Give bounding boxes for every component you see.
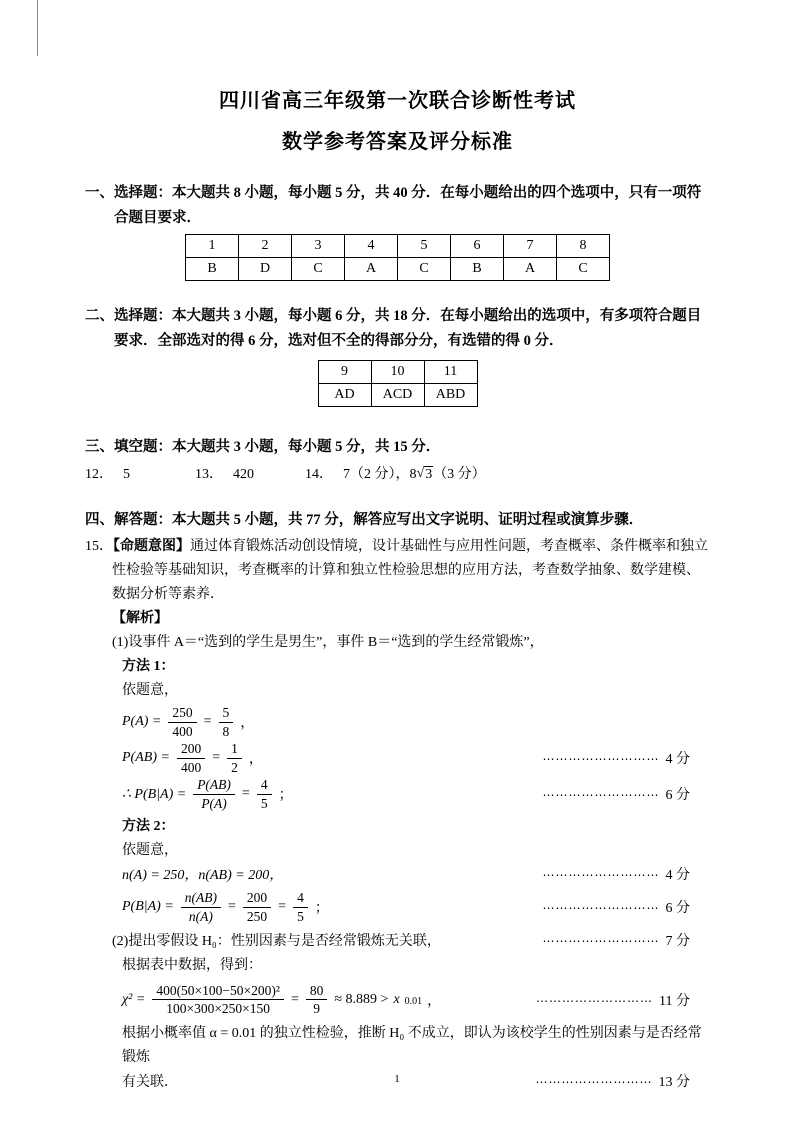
punctuation: ； [314,901,329,917]
score-value: 4 分 [665,868,690,884]
table-row-question-numbers [186,235,610,258]
fraction-denominator: 100×300×250×150 [166,1001,271,1017]
answer-cell: C [292,258,345,281]
dotted-leader: ⋯⋯⋯⋯⋯⋯⋯⋯⋯ [535,1075,653,1090]
punctuation: ， [427,993,442,1009]
fill-in-answers [85,462,710,487]
premise-text: 依题意， [122,843,178,859]
score-value: 6 分 [665,788,690,804]
scan-artifact-line [37,0,38,56]
q15-intent-tag: 【命题意图】 [113,539,190,554]
fraction-numerator: 4 [257,777,272,795]
premise-text: 依题意， [122,683,178,698]
answer-cell: D [239,258,292,281]
answer-14-label: 14． [305,467,333,482]
fraction-numerator: 250 [168,705,196,723]
formula-p-a [122,705,710,739]
fraction-numerator: n(AB) [181,890,221,908]
formula-lhs: χ² = [122,991,146,1007]
fraction [257,777,272,811]
answer-13-label: 13． [195,467,223,482]
equals-sign: = [290,991,299,1007]
dotted-leader: ⋯⋯⋯⋯⋯⋯⋯⋯⋯ [542,901,660,916]
answer-cell: ACD [371,384,424,407]
chi-square-formula [122,980,710,1019]
fraction-numerator: 200 [243,890,271,908]
answer-13 [195,462,305,487]
fraction-denominator: 400 [180,759,202,775]
answer-14-value-part1: 7（2 分），8 [343,467,417,482]
question-number-cell: 10 [371,361,424,384]
formula-counts [122,863,710,888]
critical-value-variable: x [393,991,400,1007]
answer-cell: C [557,258,610,281]
fraction [177,741,205,775]
critical-value-subscript: 0.01 [404,996,423,1008]
question-number-cell: 4 [345,235,398,258]
question-number-cell: 3 [292,235,345,258]
question-number-cell: 7 [504,235,557,258]
score-mark [543,897,691,917]
fraction-numerator: 200 [177,741,205,759]
formula-lhs: P(AB) = [122,750,170,766]
q15-part1-setup: (1)设事件 A＝“选到的学生是男生”，事件 B＝“选到的学生经常锻炼”， [112,635,544,650]
answer-cell: AD [318,384,371,407]
equals-sign: = [278,899,287,915]
fraction [293,890,308,924]
data-reference-line: 根据表中数据，得到： [122,958,262,974]
fraction-numerator: 1 [227,741,242,759]
equals-sign: = [241,786,250,802]
score-value: 7 分 [665,934,690,950]
conclusion-text: 有关联． [122,1075,178,1091]
fraction [168,705,196,739]
fraction [306,983,328,1017]
punctuation: ， [248,752,263,768]
answer-13-value: 420 [233,467,254,482]
fraction-denominator: n(A) [188,908,213,924]
answer-cell: C [398,258,451,281]
q15-analysis-tag: 【解析】 [112,611,168,626]
section1-heading: 一、选择题：本大题共 8 小题，每小题 5 分，共 40 分．在每小题给出的四个选项中，只有一项符合题目要求． [85,185,702,226]
dotted-leader: ⋯⋯⋯⋯⋯⋯⋯⋯⋯ [542,752,660,767]
dotted-leader: ⋯⋯⋯⋯⋯⋯⋯⋯⋯ [542,868,660,883]
answer-12-value: 5 [123,467,130,482]
question-number-cell: 9 [318,361,371,384]
dotted-leader: ⋯⋯⋯⋯⋯⋯⋯⋯⋯ [536,993,654,1008]
fraction-numerator: 80 [306,983,328,1001]
page-number: 1 [394,1073,400,1085]
score-mark [536,990,690,1010]
fraction-numerator: 400(50×100−50×200)² [152,983,284,1001]
method-1-label: 方法 1： [122,659,175,674]
fraction-denominator: P(A) [201,795,227,811]
formula-lhs: P(B|A) = [122,899,174,915]
method-2-label: 方法 2： [122,819,175,835]
question-number-cell: 8 [557,235,610,258]
null-hypothesis-line [112,929,710,954]
answer-cell: A [345,258,398,281]
fraction-denominator: 5 [260,795,268,811]
fraction [219,705,234,739]
question-15-solution [85,535,710,1095]
section2-answer-table [318,360,478,407]
fraction [181,890,221,924]
dotted-leader: ⋯⋯⋯⋯⋯⋯⋯⋯⋯ [542,934,660,949]
null-hypothesis-text: (2)提出零假设 H₀：性别因素与是否经常锻炼无关联， [112,934,441,950]
sqrt-icon: √ [416,466,425,481]
section4-heading: 四、解答题：本大题共 5 小题，共 77 分，解答应写出文字说明、证明过程或演算步骤． [85,512,644,528]
punctuation: ， [240,716,255,732]
fraction-denominator: 2 [231,759,238,775]
question-number-cell: 11 [424,361,477,384]
fraction [193,777,235,811]
fraction-denominator: 9 [313,1001,320,1017]
answer-14-value-part2: （3 分） [433,467,486,482]
fraction [152,983,284,1017]
punctuation: ； [278,788,293,804]
equals-sign: = [203,714,212,730]
score-value: 11 分 [659,993,690,1009]
section2-heading: 二、选择题：本大题共 3 小题，每小题 6 分，共 18 分．在每小题给出的选项中，有多项符合题目要求．全部选对的得 6 分，选对但不全的得部分分，有选错的得 0 分． [85,308,702,349]
question-number-cell: 6 [451,235,504,258]
sqrt-radicand: 3 [425,467,433,482]
answer-cell: B [186,258,239,281]
table-row-answers [186,258,610,281]
score-value: 6 分 [665,901,690,917]
page-title: 四川省高三年级第一次联合诊断性考试 [219,90,576,112]
answer-14 [305,462,486,487]
formula-lhs: P(A) = [122,714,162,730]
answer-12-label: 12． [85,467,113,482]
table-row-question-numbers [318,361,477,384]
table-row-answers [318,384,477,407]
equals-sign: = [228,899,236,915]
page-subtitle: 数学参考答案及评分标准 [282,131,513,153]
fraction-denominator: 400 [172,723,193,739]
fraction [227,741,242,775]
score-mark [543,784,691,804]
fraction-denominator: 250 [246,908,268,924]
question-number-cell: 5 [398,235,451,258]
formula-p-ab [122,741,710,775]
q15-intent-paragraph [85,535,710,607]
question-number-cell: 2 [239,235,292,258]
fraction [243,890,271,924]
score-mark [543,929,691,954]
answer-12 [85,462,195,487]
comparison-text: ≈ 8.889 > [334,991,389,1007]
answer-cell: ABD [424,384,477,407]
dotted-leader: ⋯⋯⋯⋯⋯⋯⋯⋯⋯ [542,788,660,803]
q15-intent-text: 通过体育锻炼活动创设情境，设计基础性与应用性问题，考查概率、条件概率和独立性检验等基础知识，考查概率的计算和独立性检验思想的应用方法，考查数学抽象、数学建模、数据分析等素养． [112,539,708,602]
formula-conditional-probability [122,777,710,811]
fraction-numerator: 4 [293,890,308,908]
section1-answer-table [185,234,610,281]
formula-conditional-probability-2 [122,890,710,924]
fraction-denominator: 8 [222,723,230,739]
equals-sign: = [212,750,221,766]
score-value: 4 分 [665,752,690,768]
question-number-cell: 1 [186,235,239,258]
fraction-numerator: 5 [219,705,234,723]
answer-cell: B [451,258,504,281]
formula-lhs: ∴ P(B|A) = [122,786,187,802]
answer-cell: A [504,258,557,281]
fraction-denominator: 5 [297,908,304,924]
fraction-numerator: P(AB) [193,777,235,795]
conclusion-line-1: 根据小概率值 α = 0.01 的独立性检验，推断 H₀ 不成立，即认为该校学生的性别因素与是否经常锻炼 [122,1026,702,1066]
score-mark [543,863,691,888]
q15-number: 15． [85,539,113,554]
counts-expression: n(A) = 250，n(AB) = 200， [122,868,284,884]
score-value: 13 分 [658,1075,690,1091]
score-mark [543,748,691,768]
section3-heading: 三、填空题：本大题共 3 小题，每小题 5 分，共 15 分． [85,439,441,455]
